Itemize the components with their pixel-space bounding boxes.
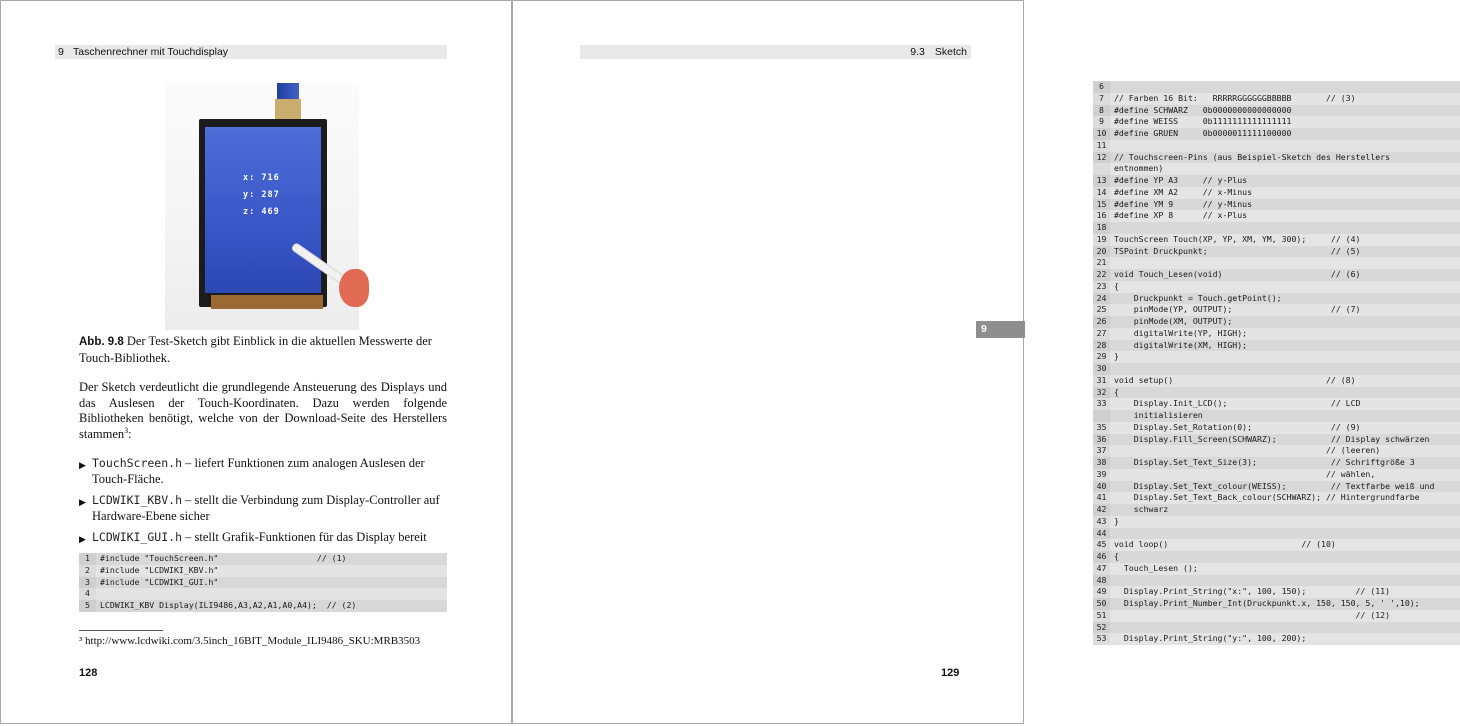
code-text: void setup() // (8) [1114,374,1356,385]
footnote: ³ http://www.lcdwiki.com/3.5inch_16BIT_Module_ILI9486_SKU:MRB3503 [79,635,421,647]
code-text: Display.Print_String("y:", 100, 200); [1114,633,1307,644]
code-text: #define YM 9 // y-Minus [1114,198,1253,209]
line-number: 4 [79,588,96,600]
code-text: #define XM A2 // x-Minus [1114,186,1253,197]
code-text: Druckpunkt = Touch.getPoint(); [1114,292,1282,303]
code-listing [1093,81,1460,645]
code-text: pinMode(XM, OUTPUT); [1114,316,1233,326]
code-line [1093,128,1460,140]
code-text: // Touchscreen-Pins (aus Beispiel-Sketch des Herstellers [1114,151,1391,162]
line-number: 11 [1093,140,1110,152]
code-line [1093,586,1460,598]
code-text: #define YP A3 // y-Plus [1114,175,1248,185]
code-line [1093,116,1460,128]
line-number: 44 [1093,528,1110,540]
code-text: { [1114,551,1119,561]
code-text: TSPoint Druckpunkt; // (5) [1114,245,1361,256]
line-number: 26 [1093,316,1110,328]
code-text: #define WEISS 0b1111111111111111 [1114,116,1292,127]
code-line [1093,351,1460,363]
line-number: 53 [1093,633,1110,645]
code-line [1093,316,1460,328]
section-title: Sketch [934,46,967,58]
code-text: Display.Print_Number_Int(Druckpunkt.x, 150, 150, 5, ' ',10); [1114,598,1420,608]
code-line [1093,246,1460,258]
code-text: #define SCHWARZ 0b0000000000000000 [1114,104,1292,115]
line-number: 48 [1093,575,1110,587]
page-number: 129 [941,667,960,679]
line-number: 16 [1093,210,1110,222]
line-number: 37 [1093,445,1110,457]
line-number: 35 [1093,422,1110,434]
code-line [1093,398,1460,410]
line-number: 41 [1093,492,1110,504]
library-name: LCDWIKI_GUI.h [92,530,183,544]
code-line [1093,504,1460,516]
code-text: } [1114,351,1119,362]
code-text: schwarz [1114,504,1169,514]
code-text: Display.Print_String("x:", 100, 150); // (11) [1114,586,1391,597]
code-line [1093,187,1460,199]
line-number: 32 [1093,387,1110,399]
line-number: 40 [1093,481,1110,493]
code-line [1093,410,1460,422]
code-line [79,565,447,577]
code-text: pinMode(YP, OUTPUT); // (7) [1114,304,1361,315]
code-text: LCDWIKI_KBV Display(ILI9486,A3,A2,A1,A0,A4); // (2) [100,600,357,610]
code-text: { [1114,386,1119,397]
line-number: 24 [1093,293,1110,305]
code-text: Display.Set_Text_colour(WEISS); // Textfarbe weiß und [1114,480,1435,491]
figure-photo [165,83,359,330]
code-line [1093,105,1460,117]
caption-text: Der Test-Sketch gibt Einblick in die aktuellen Messwerte der Touch-Bibliothek. [79,334,432,365]
left-page: 9 Taschenrechner mit Touchdisplay x: 716 y: 287 z: 469 Abb. 9.8 Der Test-Sketch gibt Einblick in die aktuellen Messwerte der Touch-Bibliothek. Der Sketch verdeutlicht die grundlegende Ansteuerung des Displays und das Auslesen der Touch-Koordinaten. Dazu werden folgende Bibliotheken benötigt, welche von der Download-Seite des Herstellers stammen$^3$: ▶ TouchScreen.h – liefert Funktionen zum analogen Auslesen der Touch-Fläche. ▶ LCDWIKI_KBV.h – stellt die Verbindung zum Display-Controller auf Hardware-Ebene sicher ▶ LCDWIKI_GUI.h – stellt Grafik-Funktionen für das Display bereit 1 #include "TouchScreen.h" // (1) 2 #include "LCDWIKI_KBV.h" 3 #include "LCDWIKI_GUI.h" 4 5 LCDWIKI_KBV Display(ILI9486,A3,A2,A1,A0,A4); // (2) ³ http://www.lcdwiki.com/3.5inch_16BIT_Module_ILI9486_SKU:MRB3503 128 [0,0,512,724]
code-line [1093,387,1460,399]
code-line [1093,457,1460,469]
code-text: TouchScreen Touch(XP, YP, XM, YM, 300); // (4) [1114,233,1361,244]
code-text: // wählen, [1114,468,1376,479]
code-line [1093,633,1460,645]
running-header [580,45,971,59]
readout-x: x: 716 [243,173,280,183]
line-number: 3 [79,577,96,589]
line-number: 52 [1093,622,1110,634]
line-number: 31 [1093,375,1110,387]
library-name: LCDWIKI_KBV.h [92,493,183,507]
line-number: 9 [1093,116,1110,128]
paragraph-text: Der Sketch verdeutlicht die grundlegende Ansteuerung des Displays und das Auslesen der Touch-Koordinaten. Dazu werden folgende Bibliotheken benötigt, welche von der Download-Seite des Herstellers stammen [79,380,447,441]
code-line [1093,152,1460,164]
code-line [1093,469,1460,481]
finger [339,269,369,307]
readout-y: y: 287 [243,190,280,200]
line-number [1093,410,1110,422]
code-text: { [1114,280,1119,291]
code-line [1093,575,1460,587]
bullet-triangle-icon: ▶ [79,534,86,544]
code-line [1093,140,1460,152]
code-text: // (leeren) [1114,445,1381,456]
line-number: 23 [1093,281,1110,293]
code-text: #define XP 8 // x-Plus [1114,210,1248,221]
code-line [1093,539,1460,551]
code-text: Display.Set_Text_Size(3); // Schriftgröße 3 [1114,457,1415,467]
code-text: #include "LCDWIKI_KBV.h" [100,564,219,575]
line-number: 2 [79,565,96,577]
line-number: 5 [79,600,96,612]
code-line [1093,516,1460,528]
line-number: 30 [1093,363,1110,375]
code-line [79,553,447,565]
code-line [1093,304,1460,316]
chapter-tab[interactable]: 9 [976,321,1025,338]
line-number: 18 [1093,222,1110,234]
line-number: 12 [1093,152,1110,164]
line-number: 13 [1093,175,1110,187]
code-line [1093,222,1460,234]
line-number: 49 [1093,586,1110,598]
line-number: 1 [79,553,96,565]
body-paragraph: Der Sketch verdeutlicht die grundlegende Ansteuerung des Displays und das Auslesen der Touch-Koordinaten. Dazu werden folgende Bibliotheken benötigt, welche von der Download-Seite des Herstellers stammen$^3$: [79,380,447,441]
line-number: 15 [1093,199,1110,211]
line-number: 25 [1093,304,1110,316]
line-number: 10 [1093,128,1110,140]
code-line [1093,175,1460,187]
line-number: 50 [1093,598,1110,610]
code-text: initialisieren [1114,410,1203,420]
line-number: 33 [1093,398,1110,410]
code-line [1093,199,1460,211]
library-name: TouchScreen.h [92,456,183,470]
code-text: digitalWrite(YP, HIGH); [1114,327,1248,338]
code-line [1093,375,1460,387]
code-line [1093,269,1460,281]
code-line [1093,340,1460,352]
code-text: Display.Set_Text_Back_colour(SCHWARZ); // Hintergrundfarbe [1114,492,1420,503]
figure-caption [79,333,449,366]
code-line [1093,598,1460,610]
line-number: 43 [1093,516,1110,528]
usb-connector [277,83,299,99]
code-text: // Farben 16 Bit: RRRRRGGGGGGBBBBB // (3) [1114,92,1356,103]
line-number: 36 [1093,434,1110,446]
code-line [79,588,447,600]
code-text: void loop() // (10) [1114,539,1336,550]
line-number: 8 [1093,105,1110,117]
code-line [1093,445,1460,457]
line-number [1093,163,1110,175]
readout-z: z: 469 [243,207,280,217]
line-number: 47 [1093,563,1110,575]
caption-label: Abb. 9.8 [79,336,124,348]
line-number: 29 [1093,351,1110,363]
code-text: Display.Fill_Screen(SCHWARZ); // Display schwärzen [1114,433,1430,444]
footnote-divider [79,630,163,631]
code-line [1093,93,1460,105]
code-text: entnommen) [1114,163,1164,174]
code-text: Touch_Lesen (); [1114,562,1198,573]
code-text: #define GRUEN 0b0000011111100000 [1114,128,1292,138]
chapter-title: Taschenrechner mit Touchdisplay [73,46,229,58]
line-number: 27 [1093,328,1110,340]
code-line [1093,234,1460,246]
code-line [1093,481,1460,493]
code-line [1093,328,1460,340]
code-line [1093,622,1460,634]
code-text: Display.Init_LCD(); // LCD [1114,398,1361,409]
code-line [1093,363,1460,375]
line-number: 7 [1093,93,1110,105]
code-line [1093,281,1460,293]
code-line [1093,163,1460,175]
code-text: } [1114,515,1119,526]
line-number: 46 [1093,551,1110,563]
footnote-ref[interactable]: 3 [124,425,129,435]
code-text: digitalWrite(XM, HIGH); [1114,339,1248,350]
code-line [1093,81,1460,93]
code-text: Display.Set_Rotation(0); // (9) [1114,421,1361,432]
code-text: #include "TouchScreen.h" // (1) [100,553,347,563]
code-text: // (12) [1114,609,1391,620]
code-line [1093,563,1460,575]
code-line [1093,293,1460,305]
line-number: 42 [1093,504,1110,516]
code-listing [79,553,447,612]
running-header [55,45,447,59]
line-number: 22 [1093,269,1110,281]
bullet-triangle-icon: ▶ [79,497,86,507]
code-line [1093,257,1460,269]
code-line [1093,610,1460,622]
line-number: 20 [1093,246,1110,258]
page-number: 128 [79,667,98,679]
code-line [79,577,447,589]
bullet-triangle-icon: ▶ [79,460,86,470]
code-line [1093,551,1460,563]
line-number: 51 [1093,610,1110,622]
code-line [1093,528,1460,540]
code-line [1093,210,1460,222]
line-number: 28 [1093,340,1110,352]
line-number: 39 [1093,469,1110,481]
section-number: 9.3 [910,46,925,58]
line-number: 19 [1093,234,1110,246]
line-number: 6 [1093,81,1110,93]
chapter-number: 9 [58,46,64,58]
code-text: void Touch_Lesen(void) // (6) [1114,269,1361,279]
code-line [1093,492,1460,504]
line-number: 45 [1093,539,1110,551]
line-number: 38 [1093,457,1110,469]
line-number: 14 [1093,187,1110,199]
code-line [79,600,447,612]
code-text: #include "LCDWIKI_GUI.h" [100,576,219,587]
code-line [1093,434,1460,446]
line-number: 21 [1093,257,1110,269]
code-line [1093,422,1460,434]
right-page [512,0,1435,724]
